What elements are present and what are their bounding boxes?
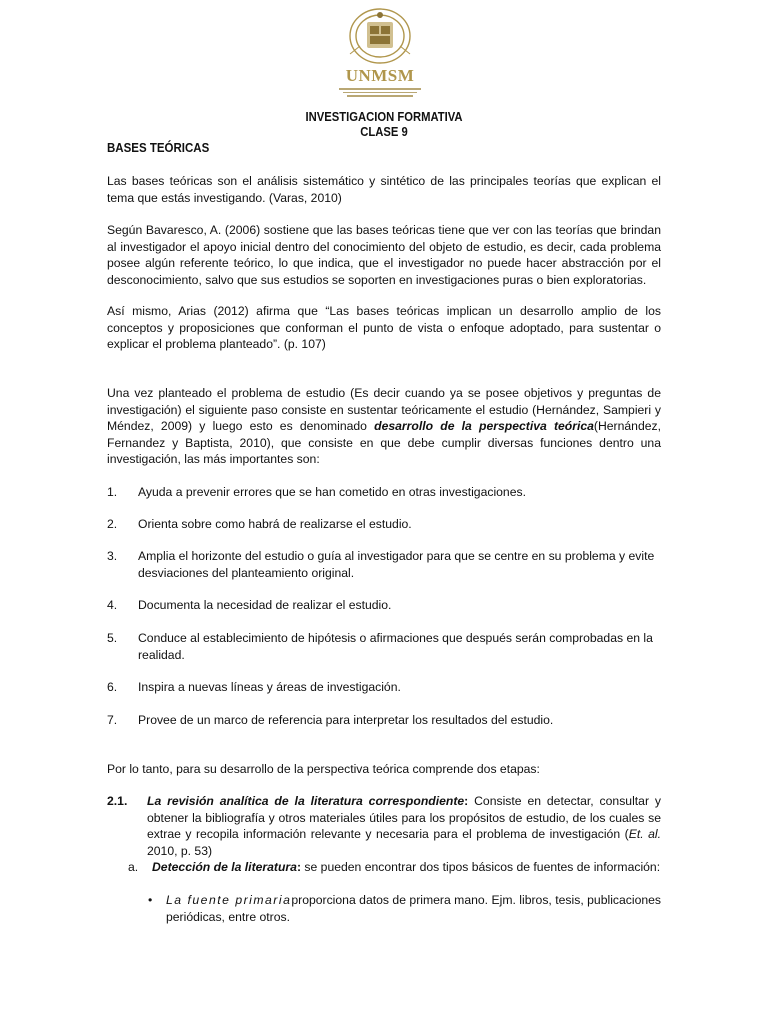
list-text: Orienta sobre como habrá de realizarse el estudio. (138, 517, 412, 531)
paragraph-text-before: Una vez planteado el problema de estudio (Es decir cuando ya se posee objetivos y preguntas de investigación) el siguiente paso consiste en sustentar teóricamente el estudio (Hernández, Sampieri y Méndez, 2009) y luego esto es denominado (107, 386, 661, 433)
document-title: INVESTIGACION FORMATIVA (305, 110, 463, 124)
list-text: Ayuda a prevenir errores que se han cometido en otras investigaciones. (138, 485, 526, 499)
item-text (152, 859, 661, 876)
emphasis-text: desarrollo de la perspectiva teórica (374, 419, 594, 433)
list-number: 6. (107, 680, 118, 694)
paragraph-bavaresco: Según Bavaresco, A. (2006) sostiene que las bases teóricas tiene que ver con las teorías que brindan al investigador el apoyo inicial dentro del conocimiento del objeto de estudio, es decir, cada problema posee algún referente teórico, lo que indica, que el investigador no puede hacer abstracción por el desconocimiento, salvo que sus estudios se soporten en investigaciones puras o bien exploratorias. (107, 223, 661, 287)
subsection-title: La revisión analítica de la literatura correspondiente (147, 794, 465, 808)
bullet-italic: La fuente primaria (166, 893, 292, 907)
item-body: se pueden encontrar dos tipos básicos de fuentes de información: (301, 860, 661, 874)
list-number: 4. (107, 598, 118, 612)
item-colon: : (296, 860, 302, 874)
subsection-body: Consiste en detectar, consultar y obtener la bibliografía y otros materiales útiles para los propósitos de estudio, de los cuales se extrae y recopila información relevante y necesaria para el problema de investigación ( (147, 794, 661, 841)
paragraph-text-after: (Hernández, Fernandez y Baptista, 2010), que consiste en que debe cumplir diversas funciones dentro una investigación, las más importantes son: (107, 419, 661, 466)
list-number: 7. (107, 713, 118, 727)
logo-wordmark: UNMSM (345, 66, 415, 85)
list-number: 1. (107, 485, 118, 499)
list-text: Inspira a nuevas líneas y áreas de investigación. (138, 680, 401, 694)
section-heading: BASES TEÓRICAS (107, 141, 210, 155)
bullet-body: proporciona datos de primera mano. Ejm. libros, tesis, publicaciones periódicas, entre otros. (166, 893, 661, 924)
subsection-colon: : (464, 794, 469, 808)
list-number: 2. (107, 517, 118, 531)
list-text: Documenta la necesidad de realizar el estudio. (138, 598, 392, 612)
list-text: Conduce al establecimiento de hipótesis o afirmaciones que después serán comprobadas en la realidad. (138, 631, 653, 662)
bullet-text (166, 892, 661, 925)
item-letter: a. (128, 860, 139, 874)
subsection-text (147, 793, 661, 859)
subsection-number: 2.1. (107, 794, 128, 808)
list-number: 5. (107, 631, 118, 645)
paragraph-etapas: Por lo tanto, para su desarrollo de la perspectiva teórica comprende dos etapas: (107, 762, 540, 776)
paragraph-definition: Las bases teóricas son el análisis sistemático y sintético de las principales teorías que explican el tema que estás investigando. (Varas, 2010) (107, 174, 661, 205)
document-subtitle: CLASE 9 (360, 125, 408, 139)
paragraph-arias: Así mismo, Arias (2012) afirma que “Las bases teóricas implican un desarrollo amplio de los conceptos y proposiciones que conforman el punto de vista o enfoque adoptado, para sustentar o explicar el problema planteado”. (p. 107) (107, 304, 661, 351)
bullet-dot: • (148, 893, 153, 907)
seal-caption-lines (338, 86, 422, 96)
item-title: Detección de la literatura (152, 860, 297, 874)
citation-italic: Et. al. (628, 827, 661, 841)
list-text: Provee de un marco de referencia para interpretar los resultados del estudio. (138, 713, 554, 727)
paragraph-perspectiva (107, 385, 661, 468)
list-number: 3. (107, 549, 118, 563)
citation-rest: 2010, p. 53) (147, 843, 213, 858)
list-text: Amplia el horizonte del estudio o guía al investigador para que se centre en su problema y evite desviaciones del planteamiento original. (138, 549, 655, 580)
